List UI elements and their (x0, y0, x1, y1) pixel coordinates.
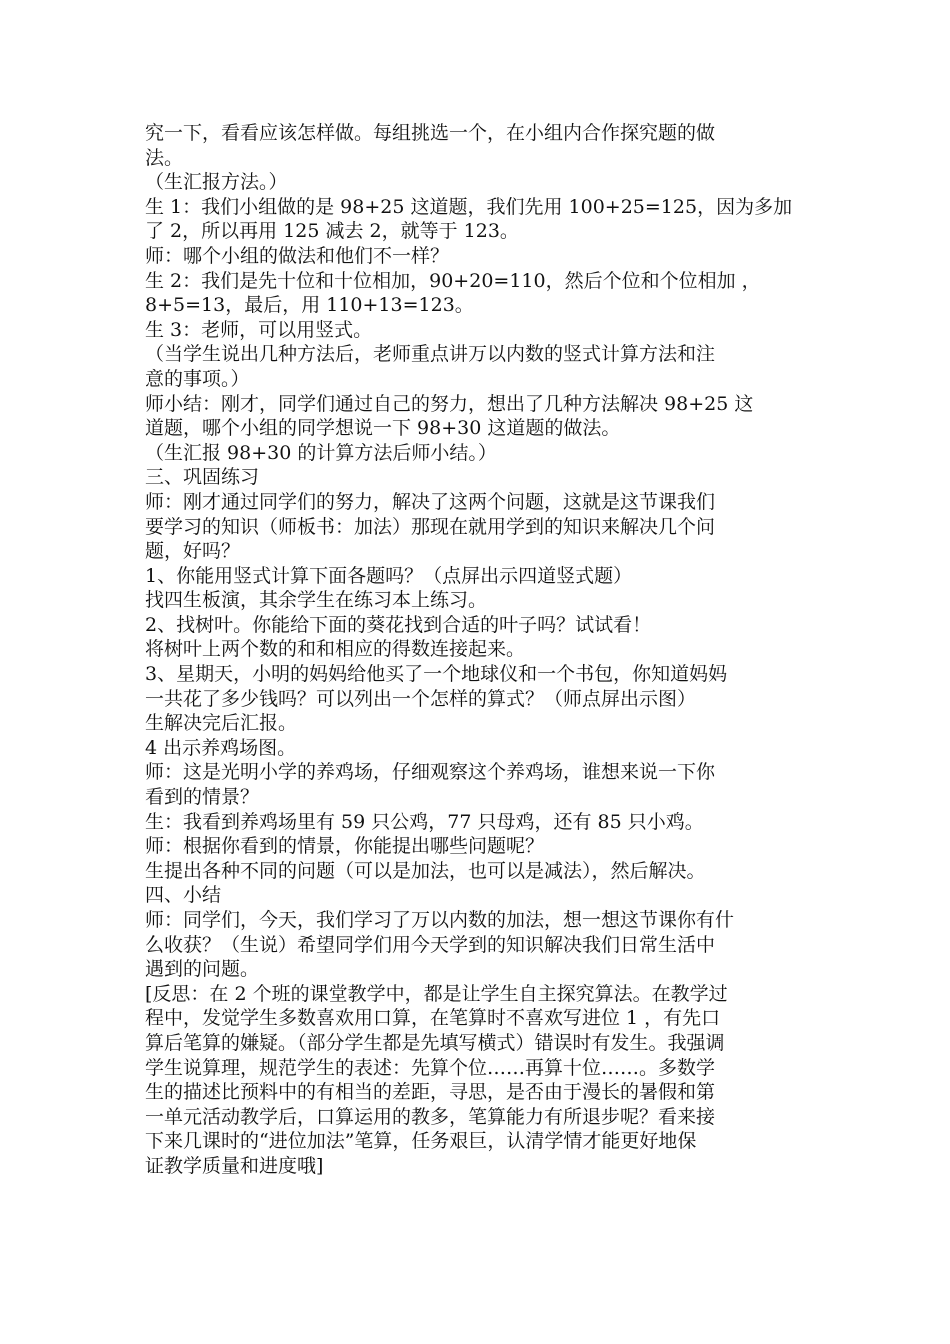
text-line: 意的事项。） (145, 367, 250, 390)
text-line: 题，好吗？ (145, 540, 241, 563)
text-line: 生：我看到养鸡场里有 59 只公鸡，77 只母鸡，还有 85 只小鸡。 (145, 810, 704, 833)
text-line: 生 1：我们小组做的是 98+25 这道题，我们先用 100+25=125，因为多加 (145, 195, 793, 218)
text-line: 师：根据你看到的情景，你能提出哪些问题呢？ (145, 835, 545, 858)
text-line: 程中，发觉学生多数喜欢用口算，在笔算时不喜欢写进位 1 ，有先口 (145, 1007, 721, 1030)
text-line: 师：哪个小组的做法和他们不一样？ (145, 244, 450, 267)
text-line: 生的描述比预料中的有相当的差距，寻思，是否由于漫长的暑假和第 (145, 1081, 716, 1104)
text-line: 法。 (145, 146, 184, 169)
text-line: 一共花了多少钱吗？可以列出一个怎样的算式？（师点屏出示图） (145, 687, 697, 710)
text-line: 师小结：刚才，同学们通过自己的努力，想出了几种方法解决 98+25 这 (145, 392, 754, 415)
text-line: 看到的情景？ (145, 786, 260, 809)
text-line: 8+5=13，最后，用 110+13=123。 (145, 294, 474, 317)
text-line: 生 2：我们是先十位和十位相加，90+20=110，然后个位和个位相加 ， (145, 269, 761, 292)
text-line: 3、星期天，小明的妈妈给他买了一个地球仪和一个书包，你知道妈妈 (145, 663, 728, 686)
text-line: 学生说算理，规范学生的表述：先算个位……再算十位……。多数学 (145, 1056, 716, 1079)
text-line: 师：同学们，今天，我们学习了万以内数的加法，想一想这节课你有什 (145, 909, 735, 931)
text-line: 4 出示养鸡场图。 (145, 736, 297, 759)
text-line: 道题，哪个小组的同学想说一下 98+30 这道题的做法。 (145, 417, 621, 440)
text-line: 么收获？（生说）希望同学们用今天学到的知识解决我们日常生活中 (145, 933, 716, 956)
text-line: 证教学质量和进度哦] (145, 1154, 324, 1177)
text-line: 了 2，所以再用 125 减去 2，就等于 123。 (145, 220, 519, 243)
text-line: 下来几课时的“进位加法”笔算，任务艰巨，认清学情才能更好地保 (145, 1130, 697, 1153)
text-line: 生解决完后汇报。 (145, 712, 298, 735)
text-line: [反思：在 2 个班的课堂教学中，都是让学生自主探究算法。在教学过 (145, 982, 728, 1005)
text-line: 一单元活动教学后，口算运用的教多，笔算能力有所退步呢？看来接 (145, 1105, 716, 1128)
text-line: 找四生板演，其余学生在练习本上练习。 (145, 589, 488, 612)
document-body (145, 121, 825, 1179)
text-line: 算后笔算的嫌疑。（部分学生都是先填写横式）错误时有发生。我强调 (145, 1031, 725, 1054)
text-line: （生汇报方法。） (145, 171, 288, 194)
text-line: 1、你能用竖式计算下面各题吗？（点屏出示四道竖式题） (145, 564, 633, 587)
text-line: 师：刚才通过同学们的努力，解决了这两个问题，这就是这节课我们 (145, 490, 716, 513)
text-line: 生 3：老师，可以用竖式。 (145, 318, 373, 341)
text-line: （生汇报 98+30 的计算方法后师小结。） (145, 441, 497, 464)
text-line: 要学习的知识（师板书：加法）那现在就用学到的知识来解决几个问 (145, 515, 716, 538)
text-line: 2、找树叶。你能给下面的葵花找到合适的叶子吗？试试看！ (145, 613, 652, 636)
text-line: 四、小结 (145, 884, 222, 907)
text-line: 师：这是光明小学的养鸡场，仔细观察这个养鸡场，谁想来说一下你 (145, 761, 716, 784)
text-line: 三、巩固练习 (145, 466, 260, 489)
text-line: （当学生说出几种方法后，老师重点讲万以内数的竖式计算方法和注 (145, 343, 716, 366)
text-line: 将树叶上两个数的和和相应的得数连接起来。 (145, 638, 526, 661)
text-line: 究一下，看看应该怎样做。每组挑选一个，在小组内合作探究题的做 (145, 122, 716, 144)
text-line: 生提出各种不同的问题（可以是加法，也可以是减法），然后解决。 (145, 859, 706, 882)
text-line: 遇到的问题。 (145, 958, 260, 981)
